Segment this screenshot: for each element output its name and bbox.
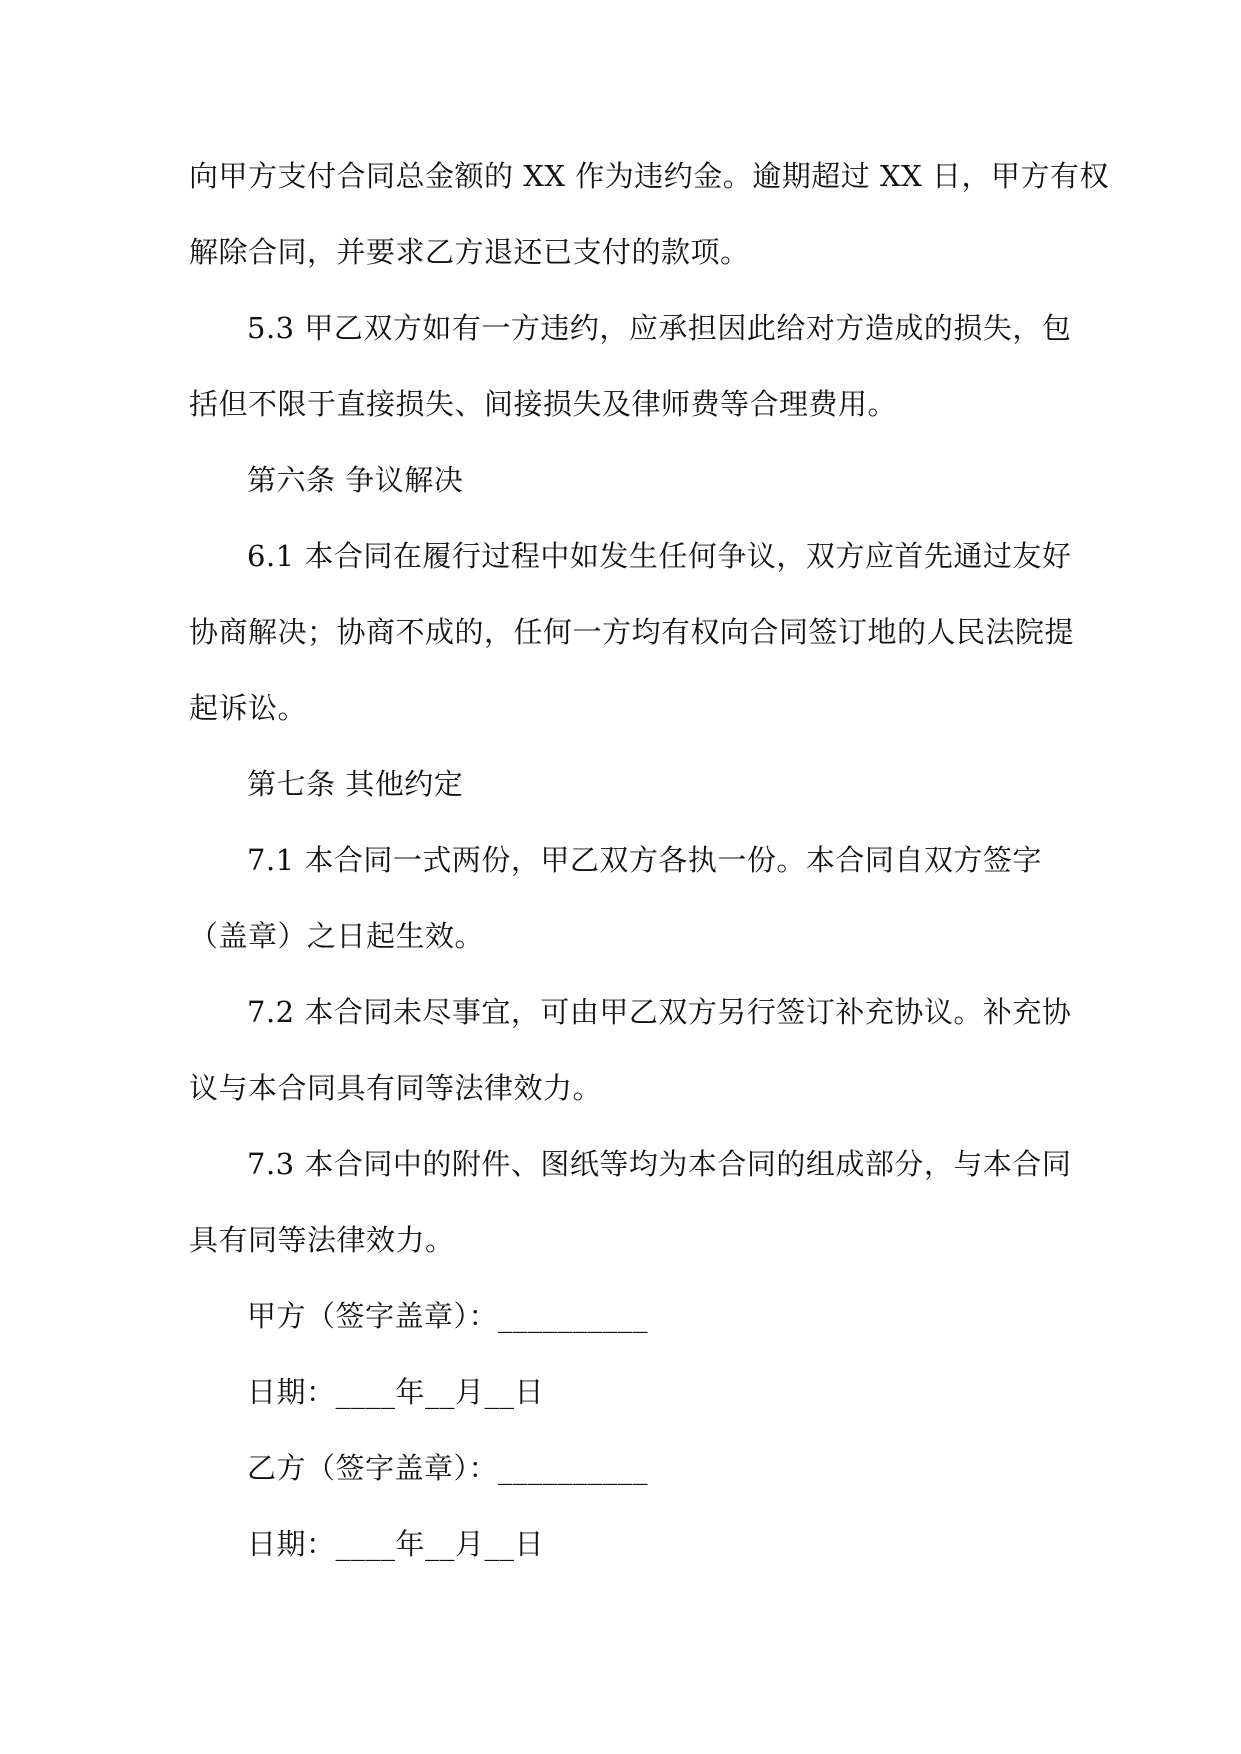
text-line: 具有同等法律效力。 — [189, 1223, 455, 1257]
text-line: 7.1 本合同一式两份，甲乙双方各执一份。本合同自双方签字 — [247, 843, 1042, 877]
section-heading: 第六条 争议解决 — [247, 463, 464, 497]
article-6-heading — [189, 442, 1055, 518]
text-line: 6.1 本合同在履行过程中如发生任何争议，双方应首先通过友好 — [247, 539, 1072, 573]
party-a-signature — [189, 1278, 1055, 1354]
text-line: 协商解决；协商不成的，任何一方均有权向合同签订地的人民法院提 — [189, 615, 1075, 649]
clause-6-1 — [189, 518, 1075, 746]
party-b-date — [189, 1506, 1055, 1582]
paragraph-penalty-continuation — [189, 138, 1109, 290]
clause-5-3 — [189, 290, 1072, 442]
party-a-date — [189, 1354, 1055, 1430]
text-line: 7.3 本合同中的附件、图纸等均为本合同的组成部分，与本合同 — [247, 1147, 1072, 1181]
clause-7-2 — [189, 974, 1072, 1126]
text-line: 括但不限于直接损失、间接损失及律师费等合理费用。 — [189, 387, 898, 421]
text-line: 向甲方支付合同总金额的 XX 作为违约金。逾期超过 XX 日，甲方有权 — [189, 159, 1109, 193]
document-body — [189, 138, 1109, 1582]
clause-7-3 — [189, 1126, 1072, 1278]
date-line: 日期：____年__月__日 — [247, 1527, 545, 1561]
signature-line: 乙方（签字盖章）：__________ — [247, 1451, 649, 1485]
text-line: （盖章）之日起生效。 — [189, 919, 485, 953]
text-line: 5.3 甲乙双方如有一方违约，应承担因此给对方造成的损失，包 — [247, 311, 1072, 345]
clause-7-1 — [189, 822, 1055, 974]
date-line: 日期：____年__月__日 — [247, 1375, 545, 1409]
article-7-heading — [189, 746, 1055, 822]
text-line: 解除合同，并要求乙方退还已支付的款项。 — [189, 235, 750, 269]
section-heading: 第七条 其他约定 — [247, 767, 464, 801]
text-line: 7.2 本合同未尽事宜，可由甲乙双方另行签订补充协议。补充协 — [247, 995, 1072, 1029]
party-b-signature — [189, 1430, 1055, 1506]
signature-line: 甲方（签字盖章）：__________ — [247, 1299, 649, 1333]
text-line: 起诉讼。 — [189, 691, 308, 725]
text-line: 议与本合同具有同等法律效力。 — [189, 1071, 603, 1105]
